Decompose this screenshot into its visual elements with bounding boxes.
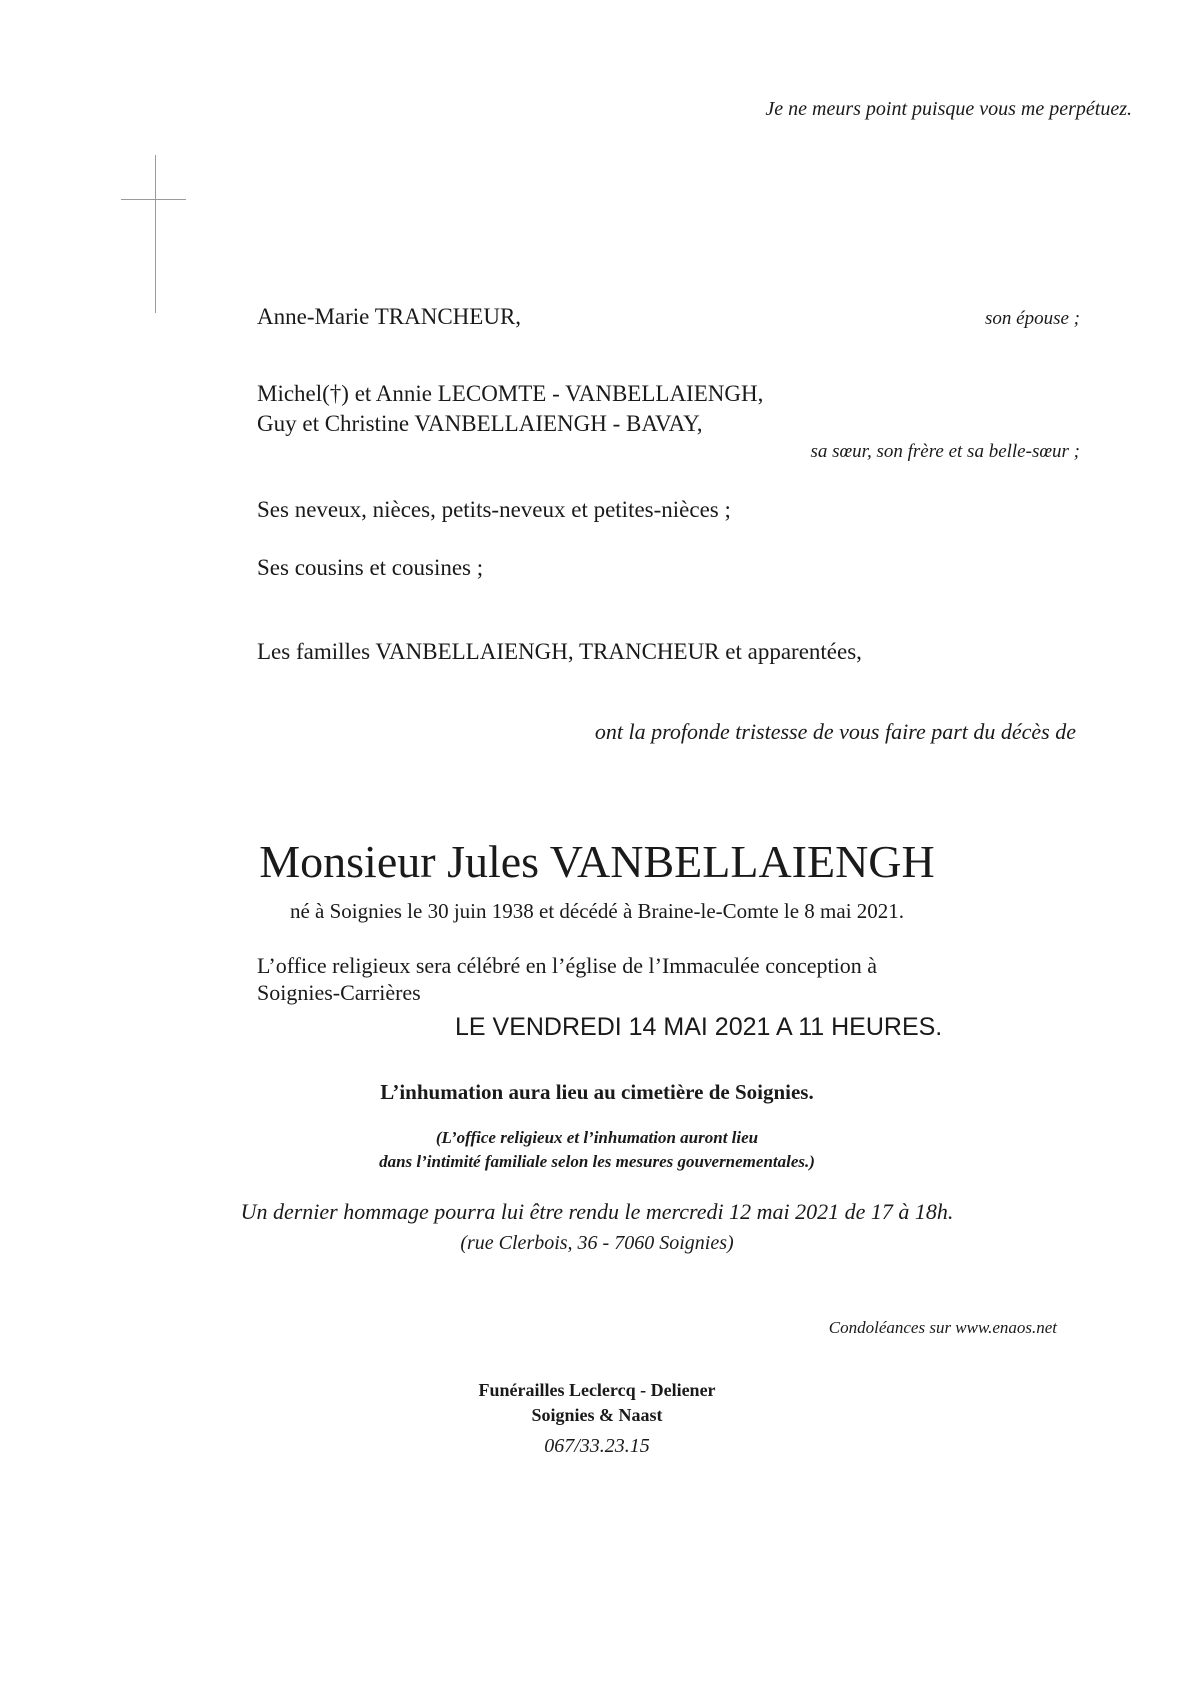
- tribute-line-1: Un dernier hommage pourra lui être rendu le mercredi 12 mai 2021 de 17 à 18h.: [240, 1199, 954, 1224]
- epigraph: Je ne meurs point puisque vous me perpétuez.: [765, 98, 1132, 120]
- condolences-line: Condoléances sur www.enaos.net: [828, 1318, 1057, 1337]
- burial-line: L’inhumation aura lieu au cimetière de Soignies.: [380, 1080, 814, 1104]
- announcement-line: ont la profonde tristesse de vous faire part du décès de: [594, 719, 1076, 744]
- siblings-line-2: Guy et Christine VANBELLAIENGH - BAVAY,: [257, 411, 703, 436]
- families-line: Les familles VANBELLAIENGH, TRANCHEUR et apparentées,: [257, 639, 862, 664]
- nephews-line: Ses neveux, nièces, petits-neveux et petites-nièces ;: [257, 497, 731, 522]
- funeral-home-phone: 067/33.23.15: [544, 1435, 650, 1457]
- service-datetime: LE VENDREDI 14 MAI 2021 A 11 HEURES.: [455, 1013, 943, 1041]
- spouse-name: Anne-Marie TRANCHEUR,: [257, 304, 522, 329]
- private-note-line-1: (L’office religieux et l’inhumation auront lieu: [435, 1128, 759, 1147]
- funeral-home-name: Funérailles Leclercq - Deliener: [478, 1380, 716, 1400]
- cross-vertical-bar: [155, 155, 156, 313]
- cousins-line: Ses cousins et cousines ;: [257, 555, 484, 580]
- service-line-2: Soignies-Carrières: [257, 980, 421, 1005]
- spouse-role: son épouse ;: [985, 308, 1080, 329]
- deceased-name: Monsieur Jules VANBELLAIENGH: [259, 836, 935, 887]
- birth-death-line: né à Soignies le 30 juin 1938 et décédé à Braine-le-Comte le 8 mai 2021.: [289, 899, 905, 923]
- tribute-line-2: (rue Clerbois, 36 - 7060 Soignies): [460, 1232, 734, 1254]
- service-line-1: L’office religieux sera célébré en l’église de l’Immaculée conception à: [257, 953, 877, 978]
- cross-horizontal-bar: [121, 199, 186, 200]
- private-note-line-2: dans l’intimité familiale selon les mesures gouvernementales.): [379, 1152, 815, 1171]
- funeral-home-locations: Soignies & Naast: [531, 1405, 663, 1425]
- siblings-line-1: Michel(†) et Annie LECOMTE - VANBELLAIENGH,: [257, 381, 764, 406]
- siblings-role: sa sœur, son frère et sa belle-sœur ;: [810, 441, 1080, 462]
